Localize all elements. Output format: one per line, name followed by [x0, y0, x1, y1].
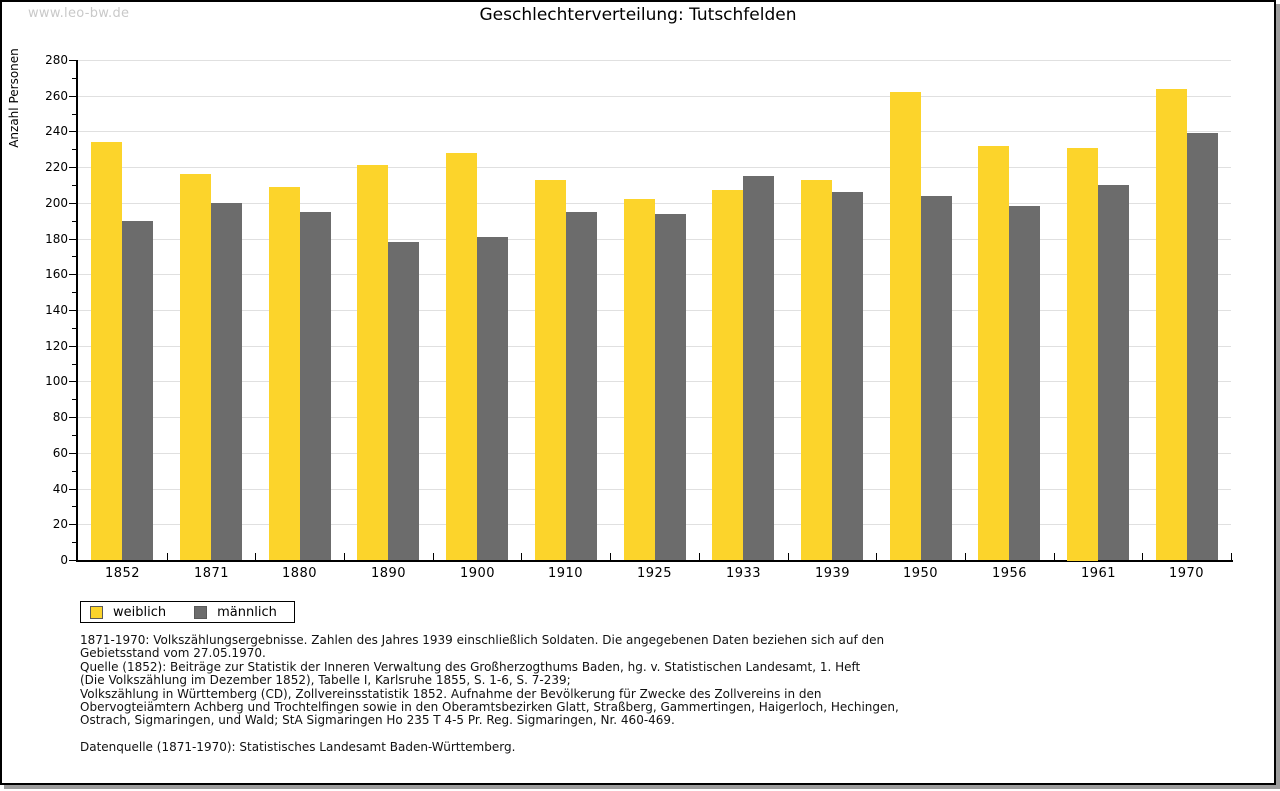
x-axis-line [76, 560, 1233, 562]
footnote-line-6: Obervogteiämtern Achberg und Trochtelfingen sowie in den Oberamtsbezirken Glatt, Straßberg, Gammertingen, Haigerloch, Hechingen, [80, 700, 899, 715]
y-tick-label-60: 60 [52, 446, 68, 460]
bar-weiblich-1939 [801, 180, 832, 560]
y-minor-tick-270 [72, 78, 76, 79]
y-minor-tick-170 [72, 256, 76, 257]
y-major-tick-80 [69, 417, 76, 418]
y-tick-label-220: 220 [45, 160, 68, 174]
footnote-block [80, 634, 1220, 728]
bar-weiblich-1925 [624, 199, 655, 560]
y-minor-tick-130 [72, 328, 76, 329]
x-boundary-tick-1 [167, 553, 168, 560]
bar-weiblich-1910 [535, 180, 566, 560]
x-boundary-tick-11 [1054, 553, 1055, 560]
bar-weiblich-1961 [1067, 148, 1098, 561]
bar-männlich-1961 [1098, 185, 1129, 560]
bar-männlich-1871 [211, 203, 242, 560]
bar-männlich-1880 [300, 212, 331, 560]
y-major-tick-0 [69, 560, 76, 561]
bar-weiblich-1900 [446, 153, 477, 560]
y-major-tick-260 [69, 96, 76, 97]
y-tick-label-20: 20 [52, 517, 68, 531]
x-tick-label-1956: 1956 [991, 566, 1028, 581]
footnote-line-3: Quelle (1852): Beiträge zur Statistik der Inneren Verwaltung des Großherzogthums Baden, hg. v. Statistischen Landesamt, 1. Heft [80, 659, 861, 674]
x-tick-label-1933: 1933 [725, 566, 762, 581]
y-tick-label-120: 120 [45, 339, 68, 353]
y-minor-tick-30 [72, 506, 76, 507]
bar-weiblich-1950 [890, 92, 921, 560]
x-tick-label-1880: 1880 [281, 566, 318, 581]
x-boundary-tick-5 [521, 553, 522, 560]
y-major-tick-120 [69, 346, 76, 347]
y-major-tick-240 [69, 131, 76, 132]
y-tick-label-240: 240 [45, 124, 68, 138]
x-tick-label-1900: 1900 [459, 566, 496, 581]
x-boundary-tick-2 [255, 553, 256, 560]
bar-weiblich-1933 [712, 190, 743, 560]
y-major-tick-100 [69, 381, 76, 382]
y-minor-tick-210 [72, 185, 76, 186]
x-boundary-tick-9 [876, 553, 877, 560]
y-minor-tick-110 [72, 364, 76, 365]
bar-männlich-1956 [1009, 206, 1040, 560]
x-boundary-tick-4 [433, 553, 434, 560]
x-tick-label-1890: 1890 [370, 566, 407, 581]
y-minor-tick-10 [72, 542, 76, 543]
x-boundary-tick-8 [788, 553, 789, 560]
x-tick-label-1925: 1925 [636, 566, 673, 581]
y-tick-label-80: 80 [52, 410, 68, 424]
bar-weiblich-1852 [91, 142, 122, 560]
y-tick-label-40: 40 [52, 482, 68, 496]
x-boundary-tick-3 [344, 553, 345, 560]
y-major-tick-60 [69, 453, 76, 454]
legend-swatch-maennlich [194, 606, 207, 619]
bar-männlich-1890 [388, 242, 419, 560]
legend [80, 601, 295, 623]
y-axis-title: Anzahl Personen [7, 48, 21, 148]
y-major-tick-220 [69, 167, 76, 168]
y-tick-label-140: 140 [45, 303, 68, 317]
x-boundary-tick-13 [1231, 553, 1232, 560]
y-minor-tick-90 [72, 399, 76, 400]
gridline-220 [78, 167, 1231, 168]
legend-item-weiblich [90, 605, 166, 620]
y-major-tick-180 [69, 239, 76, 240]
bar-männlich-1910 [566, 212, 597, 560]
x-tick-label-1871: 1871 [193, 566, 230, 581]
y-major-tick-160 [69, 274, 76, 275]
y-major-tick-280 [69, 60, 76, 61]
y-minor-tick-190 [72, 221, 76, 222]
y-tick-label-200: 200 [45, 196, 68, 210]
y-major-tick-40 [69, 489, 76, 490]
x-tick-label-1950: 1950 [902, 566, 939, 581]
bar-männlich-1939 [832, 192, 863, 560]
x-tick-label-1910: 1910 [547, 566, 584, 581]
x-tick-label-1939: 1939 [814, 566, 851, 581]
datasource-line: Datenquelle (1871-1970): Statistisches Landesamt Baden-Württemberg. [80, 740, 516, 754]
x-tick-label-1961: 1961 [1080, 566, 1117, 581]
legend-label-maennlich: männlich [217, 604, 277, 620]
watermark-url: www.leo-bw.de [28, 6, 130, 21]
y-tick-label-100: 100 [45, 374, 68, 388]
x-boundary-tick-6 [610, 553, 611, 560]
y-minor-tick-230 [72, 149, 76, 150]
x-tick-label-1970: 1970 [1168, 566, 1205, 581]
bar-männlich-1925 [655, 214, 686, 560]
footnote-line-1: 1871-1970: Volkszählungsergebnisse. Zahlen des Jahres 1939 einschließlich Soldaten. Die angegebenen Daten beziehen sich auf den [80, 633, 885, 647]
gridline-260 [78, 96, 1231, 97]
y-minor-tick-250 [72, 114, 76, 115]
footnote-line-7: Ostrach, Sigmaringen, und Wald; StA Sigmaringen Ho 235 T 4-5 Pr. Reg. Sigmaringen, Nr. 460-469. [80, 713, 675, 728]
x-boundary-tick-7 [699, 553, 700, 560]
footnote-line-2: Gebietsstand vom 27.05.1970. [80, 646, 266, 661]
bar-weiblich-1956 [978, 146, 1009, 560]
gridline-240 [78, 131, 1231, 132]
y-minor-tick-150 [72, 292, 76, 293]
bar-männlich-1852 [122, 221, 153, 560]
x-tick-label-1852: 1852 [104, 566, 141, 581]
y-tick-label-260: 260 [45, 89, 68, 103]
footnote-line-4: (Die Volkszählung im Dezember 1852), Tabelle I, Karlsruhe 1855, S. 1-6, S. 7-239; [80, 673, 571, 688]
y-major-tick-20 [69, 524, 76, 525]
bar-weiblich-1871 [180, 174, 211, 560]
bar-weiblich-1890 [357, 165, 388, 560]
bar-weiblich-1880 [269, 187, 300, 560]
gridline-280 [78, 60, 1231, 61]
chart-title: Geschlechterverteilung: Tutschfelden [479, 5, 797, 25]
y-minor-tick-50 [72, 471, 76, 472]
y-tick-label-180: 180 [45, 232, 68, 246]
legend-item-maennlich [194, 605, 277, 620]
bar-männlich-1970 [1187, 133, 1218, 560]
bar-männlich-1900 [477, 237, 508, 560]
bar-männlich-1950 [921, 196, 952, 560]
footnote-line-5: Volkszählung in Württemberg (CD), Zollvereinsstatistik 1852. Aufnahme der Bevölkerung für Zwecke des Zollvereins in den [80, 686, 822, 701]
y-tick-label-280: 280 [45, 53, 68, 67]
bar-weiblich-1970 [1156, 89, 1187, 560]
legend-swatch-weiblich [90, 606, 103, 619]
bar-männlich-1933 [743, 176, 774, 560]
legend-label-weiblich: weiblich [113, 604, 167, 620]
y-minor-tick-70 [72, 435, 76, 436]
y-tick-label-160: 160 [45, 267, 68, 281]
x-boundary-tick-12 [1142, 553, 1143, 560]
x-boundary-tick-10 [965, 553, 966, 560]
y-axis-line [76, 60, 78, 562]
y-major-tick-200 [69, 203, 76, 204]
y-tick-label-0: 0 [60, 553, 68, 567]
y-major-tick-140 [69, 310, 76, 311]
